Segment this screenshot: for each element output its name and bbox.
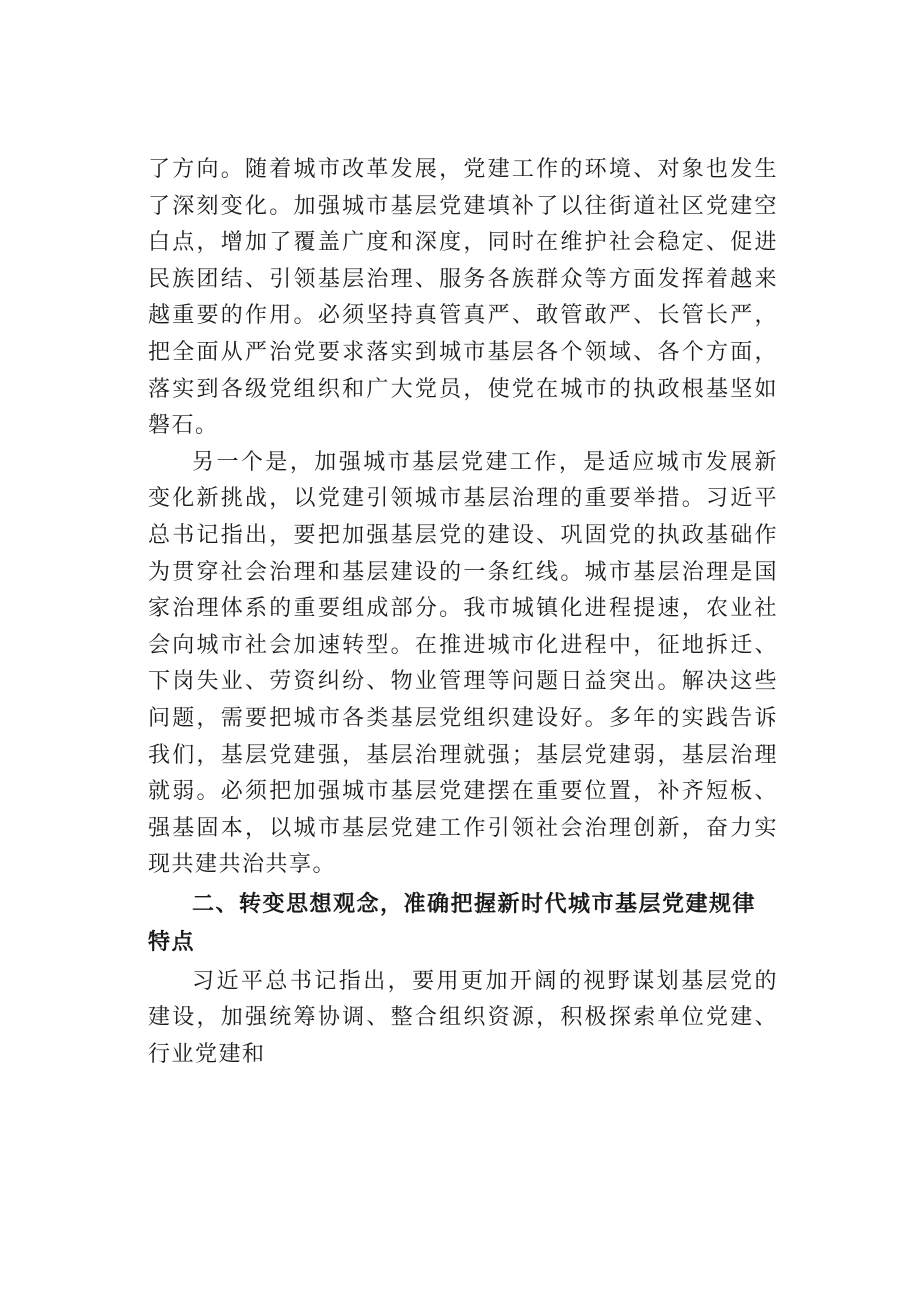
document-body: [148, 152, 778, 1074]
paragraph: 另一个是，加强城市基层党建工作，是适应城市发展新变化新挑战，以党建引领城市基层治理的重要举措。习近平总书记指出，要把加强基层党的建设、巩固党的执政基础作为贯穿社会治理和基层建设的一条红线。城市基层治理是国家治理体系的重要组成部分。我市城镇化进程提速，农业社会向城市社会加速转型。在推进城市化进程中，征地拆迁、下岗失业、劳资纠纷、物业管理等问题日益突出。解决这些问题，需要把城市各类基层党组织建设好。多年的实践告诉我们，基层党建强，基层治理就强；基层党建弱，基层治理就弱。必须把加强城市基层党建摆在重要位置，补齐短板、强基固本，以城市基层党建工作引领社会治理创新，奋力实现共建共治共享。: [148, 449, 778, 878]
paragraph: 习近平总书记指出，要用更加开阔的视野谋划基层党的建设，加强统筹协调、整合组织资源，积极探索单位党建、行业党建和: [148, 968, 778, 1068]
paragraph-continued: 了方向。随着城市改革发展，党建工作的环境、对象也发生了深刻变化。加强城市基层党建填补了以往街道社区党建空白点，增加了覆盖广度和深度，同时在维护社会稳定、促进民族团结、引领基层治理、服务各族群众等方面发挥着越来越重要的作用。必须坚持真管真严、敢管敢严、长管长严，把全面从严治党要求落实到城市基层各个领域、各个方面，落实到各级党组织和广大党员，使党在城市的执政根基坚如磐石。: [148, 157, 778, 439]
section-heading: 二、转变思想观念，准确把握新时代城市基层党建规律特点: [148, 891, 757, 955]
